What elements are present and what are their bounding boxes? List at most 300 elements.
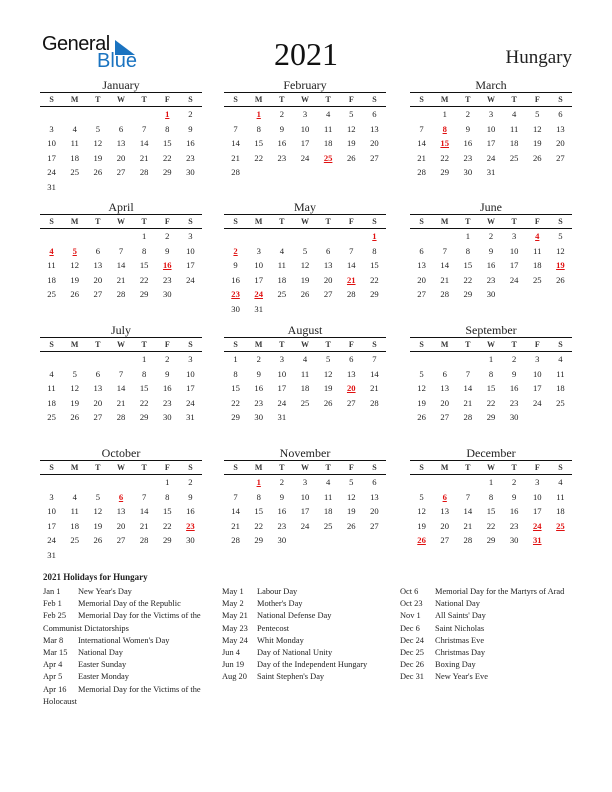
day-cell: 13 [116,506,126,517]
day-cell: 28 [231,167,240,178]
holiday-day-cell: 2 [233,245,238,256]
weekday-label: W [486,463,495,472]
day-cell: 26 [346,520,356,531]
holiday-name: Day of National Unity [257,648,333,658]
day-cell: 2 [188,109,193,119]
day-cell: 30 [231,303,240,314]
month-title: July [40,323,202,338]
empty-cell [410,352,433,367]
weekday-label: W [300,463,309,472]
holiday-name: All Saints' Day [435,611,486,621]
weekday-label: S [233,340,238,349]
holiday-name: Memorial Day of the Republic [78,599,181,609]
day-cell: 15 [370,260,379,271]
weekday-label: S [49,217,54,226]
holiday-day-cell: 24 [532,520,542,531]
empty-cell [109,229,132,244]
weekday-label: F [164,340,170,349]
day-cell: 9 [488,245,494,256]
day-cell: 23 [509,397,519,408]
day-cell: 4 [558,477,563,487]
holiday-item [400,586,570,598]
day-cell: 14 [463,506,473,517]
day-cell: 7 [419,123,424,134]
day-cell: 16 [186,138,195,149]
holiday-date: May 1 [222,587,244,596]
day-cell: 6 [372,477,377,487]
weekday-label: T [141,463,147,472]
day-cell: 17 [532,506,542,517]
day-cell: 5 [419,368,424,379]
day-cell: 10 [186,368,195,379]
weekday-header [410,215,572,229]
holiday-date: Dec 26 [400,660,424,670]
day-cell: 1 [141,231,147,241]
day-cell: 11 [70,506,79,517]
weekday-label: T [141,95,147,104]
month-title: June [410,200,572,215]
day-cell: 11 [47,260,56,271]
month-title: March [410,78,572,93]
month-title: September [410,323,572,338]
day-cell: 6 [442,368,447,379]
holiday-date: May 23 [222,623,248,633]
day-cell: 17 [47,520,56,531]
day-cell: 21 [463,397,473,408]
holiday-item [43,684,213,708]
day-cell: 2 [165,354,170,364]
day-cell: 1 [488,354,494,364]
day-cell: 7 [118,368,124,379]
holiday-date: Dec 6 [400,623,420,633]
day-cell: 13 [116,138,126,149]
day-cell: 5 [558,231,563,241]
month-march [410,78,572,180]
day-cell: 10 [509,245,519,256]
country-name: Hungary [505,47,572,68]
day-cell: 30 [509,412,519,423]
day-cell: 10 [277,368,287,379]
day-cell: 16 [254,383,263,394]
weekday-label: T [511,463,517,472]
holiday-name: New Year's Day [78,587,132,596]
holiday-name: Christmas Day [435,648,486,658]
holiday-item [400,647,570,659]
day-cell: 25 [47,289,56,300]
weekday-label: T [279,463,285,472]
day-cell: 21 [116,274,126,285]
holiday-date: Jun 4 [222,648,240,658]
day-grid [410,107,572,180]
day-cell: 11 [533,245,542,256]
day-cell: 10 [532,368,542,379]
weekday-label: S [372,463,377,472]
holiday-item [400,659,570,671]
day-cell: 7 [442,245,447,256]
day-cell: 14 [116,383,126,394]
holiday-date: Apr 16 [43,684,67,694]
holiday-name: International Women's Day [78,635,170,645]
weekday-label: T [95,340,101,349]
day-cell: 13 [370,123,379,134]
day-cell: 16 [231,274,240,285]
day-cell: 29 [370,289,379,300]
day-cell: 27 [370,152,379,163]
holiday-name: Memorial Day for the Victims of the Communist Dictatorships [43,611,201,633]
empty-cell [410,107,433,122]
day-cell: 31 [47,181,56,192]
day-cell: 23 [186,152,195,163]
day-cell: 22 [162,520,172,531]
day-cell: 26 [346,152,356,163]
day-cell: 12 [556,245,565,256]
weekday-label: S [49,463,54,472]
day-cell: 23 [486,274,496,285]
day-cell: 26 [93,535,103,546]
day-cell: 9 [256,368,261,379]
holiday-date: Dec 24 [400,635,424,645]
day-cell: 31 [277,412,287,423]
day-cell: 22 [486,520,496,531]
day-cell: 30 [186,535,195,546]
holiday-day-cell: 1 [165,109,170,119]
month-title: May [224,200,386,215]
day-cell: 19 [93,520,103,531]
empty-cell [224,107,247,122]
day-cell: 28 [463,535,473,546]
holiday-column [43,586,213,708]
day-cell: 25 [277,289,287,300]
day-cell: 16 [186,506,195,517]
holiday-date: Apr 4 [43,660,63,670]
day-cell: 20 [417,274,426,285]
day-cell: 21 [417,152,426,163]
day-cell: 19 [323,383,333,394]
day-cell: 24 [509,274,519,285]
day-cell: 16 [509,506,519,517]
day-cell: 1 [465,231,470,241]
day-cell: 26 [93,167,103,178]
day-cell: 23 [277,152,287,163]
holiday-name: Memorial Day for the Martyrs of Arad [435,587,565,596]
day-cell: 6 [95,245,100,256]
weekday-label: M [70,463,79,472]
holiday-day-cell: 6 [118,491,124,502]
day-cell: 5 [95,491,100,502]
day-cell: 20 [116,152,126,163]
day-cell: 13 [440,383,449,394]
weekday-label: S [558,217,563,226]
empty-cell [63,475,86,490]
weekday-label: W [300,95,309,104]
empty-cell [63,107,86,122]
weekday-label: S [233,463,238,472]
weekday-label: F [534,463,540,472]
day-cell: 20 [556,138,565,149]
day-cell: 12 [346,123,356,134]
day-cell: 5 [72,368,77,379]
day-cell: 29 [463,289,473,300]
day-cell: 19 [532,138,542,149]
day-cell: 12 [417,506,426,517]
day-cell: 10 [47,506,56,517]
weekday-label: T [95,463,101,472]
holiday-date: Feb 1 [43,599,62,609]
holiday-item [43,598,213,610]
empty-cell [86,352,109,367]
day-cell: 23 [463,152,473,163]
holiday-day-cell: 16 [162,260,172,271]
day-cell: 24 [186,274,195,285]
empty-cell [456,475,479,490]
day-cell: 20 [93,274,103,285]
weekday-label: S [188,95,193,104]
day-cell: 18 [70,520,79,531]
weekday-header [410,93,572,107]
weekday-header [40,338,202,352]
day-cell: 24 [300,520,310,531]
weekday-label: T [511,217,517,226]
empty-cell [40,229,63,244]
weekday-label: T [325,340,331,349]
holiday-date: May 24 [222,635,248,645]
day-cell: 19 [417,397,426,408]
weekday-label: T [465,340,471,349]
day-cell: 17 [509,260,519,271]
day-cell: 22 [463,274,473,285]
day-cell: 23 [509,520,519,531]
weekday-label: F [348,95,354,104]
empty-cell [317,229,340,244]
weekday-label: T [465,463,471,472]
day-cell: 20 [116,520,126,531]
month-february [224,78,386,180]
day-cell: 20 [370,506,379,517]
day-cell: 21 [231,152,240,163]
day-cell: 18 [532,260,542,271]
weekday-label: W [486,95,495,104]
holiday-date: Dec 25 [400,648,424,658]
day-cell: 20 [440,397,449,408]
day-cell: 25 [70,535,79,546]
day-cell: 30 [486,289,496,300]
weekday-label: M [254,340,263,349]
day-cell: 25 [300,397,310,408]
day-grid [40,229,202,302]
weekday-label: F [534,217,540,226]
day-cell: 3 [488,109,494,119]
day-grid [224,475,386,548]
day-cell: 27 [346,397,356,408]
day-cell: 22 [231,397,240,408]
empty-cell [433,229,456,244]
day-cell: 9 [279,491,284,502]
day-cell: 10 [300,123,310,134]
day-cell: 28 [139,535,149,546]
day-cell: 1 [442,109,447,119]
holiday-day-cell: 23 [186,520,195,531]
day-grid [410,352,572,425]
day-cell: 17 [254,274,263,285]
day-cell: 2 [188,477,193,487]
holiday-day-cell: 5 [72,245,77,256]
weekday-label: F [348,463,354,472]
day-cell: 21 [139,520,149,531]
day-grid [40,107,202,195]
day-cell: 3 [188,231,193,241]
day-cell: 18 [47,274,56,285]
empty-cell [433,352,456,367]
month-november [224,446,386,548]
weekday-label: S [558,95,563,104]
empty-cell [433,475,456,490]
day-cell: 11 [277,260,286,271]
holiday-name: National Defense Day [257,611,332,621]
day-cell: 6 [349,354,354,364]
empty-cell [86,475,109,490]
day-cell: 16 [277,138,287,149]
day-cell: 28 [440,289,449,300]
day-cell: 7 [465,368,470,379]
day-cell: 15 [162,506,172,517]
day-cell: 17 [277,383,287,394]
day-cell: 19 [300,274,310,285]
day-cell: 27 [116,167,126,178]
day-cell: 8 [165,491,170,502]
day-cell: 2 [465,109,470,119]
day-cell: 23 [254,397,263,408]
day-cell: 9 [465,123,470,134]
day-cell: 27 [556,152,565,163]
month-august [224,323,386,425]
weekday-label: S [372,217,377,226]
day-cell: 14 [139,506,149,517]
day-cell: 30 [463,167,473,178]
day-cell: 18 [47,397,56,408]
day-cell: 18 [323,138,333,149]
day-cell: 5 [419,491,424,502]
day-cell: 16 [162,383,172,394]
day-cell: 7 [141,123,147,134]
day-cell: 29 [254,535,263,546]
day-cell: 21 [370,383,379,394]
day-cell: 13 [346,368,356,379]
day-cell: 9 [279,123,284,134]
day-cell: 1 [165,477,170,487]
holiday-day-cell: 24 [254,289,263,300]
day-cell: 2 [511,477,517,487]
day-cell: 1 [233,354,238,364]
weekday-label: S [558,463,563,472]
day-cell: 4 [325,477,331,487]
day-cell: 9 [165,368,170,379]
day-cell: 26 [417,412,426,423]
weekday-label: T [95,217,101,226]
holiday-item [222,598,392,610]
holiday-item [222,623,392,635]
day-cell: 23 [162,274,172,285]
day-cell: 13 [93,383,103,394]
day-cell: 11 [556,491,565,502]
day-cell: 28 [116,289,126,300]
day-cell: 7 [141,491,147,502]
weekday-label: M [254,95,263,104]
holiday-item [43,671,213,683]
day-cell: 30 [277,535,287,546]
day-cell: 18 [509,138,519,149]
day-cell: 5 [349,477,354,487]
day-cell: 31 [486,167,496,178]
day-cell: 30 [254,412,263,423]
empty-cell [410,229,433,244]
weekday-label: M [70,217,79,226]
weekday-label: F [534,95,540,104]
weekday-label: W [116,217,125,226]
day-cell: 13 [417,260,426,271]
day-cell: 29 [162,167,172,178]
day-cell: 20 [323,274,333,285]
day-cell: 30 [162,289,172,300]
day-cell: 29 [162,535,172,546]
day-cell: 17 [186,260,195,271]
weekday-label: T [141,340,147,349]
day-cell: 5 [349,109,354,119]
day-cell: 25 [70,167,79,178]
weekday-header [40,215,202,229]
holiday-day-cell: 4 [535,231,540,241]
holiday-item [43,610,213,634]
day-cell: 22 [254,520,263,531]
day-cell: 25 [532,274,542,285]
month-title: November [224,446,386,461]
holiday-name: Christmas Eve [435,635,485,645]
month-july [40,323,202,425]
day-cell: 17 [47,152,56,163]
empty-cell [40,475,63,490]
day-cell: 18 [70,152,79,163]
day-cell: 15 [139,260,149,271]
month-january [40,78,202,195]
month-title: April [40,200,202,215]
day-cell: 8 [256,123,261,134]
weekday-label: S [188,340,193,349]
day-cell: 8 [488,491,494,502]
weekday-label: W [486,217,495,226]
day-cell: 3 [49,123,54,134]
weekday-header [410,461,572,475]
holiday-date: May 21 [222,611,248,621]
holiday-item [222,671,392,683]
day-cell: 19 [346,506,356,517]
day-cell: 11 [70,138,79,149]
holiday-list-title: 2021 Holidays for Hungary [43,572,148,582]
empty-cell [86,107,109,122]
holiday-name: Labour Day [257,587,298,596]
weekday-label: M [70,95,79,104]
day-cell: 22 [139,274,149,285]
day-cell: 2 [511,354,517,364]
weekday-label: M [440,217,449,226]
day-cell: 6 [419,245,424,256]
empty-cell [270,229,293,244]
day-cell: 8 [141,245,147,256]
day-cell: 9 [165,245,170,256]
holiday-item [43,635,213,647]
holiday-date: Dec 31 [400,672,424,682]
weekday-label: S [49,340,54,349]
holiday-date: Mar 15 [43,648,68,658]
day-cell: 9 [511,491,517,502]
